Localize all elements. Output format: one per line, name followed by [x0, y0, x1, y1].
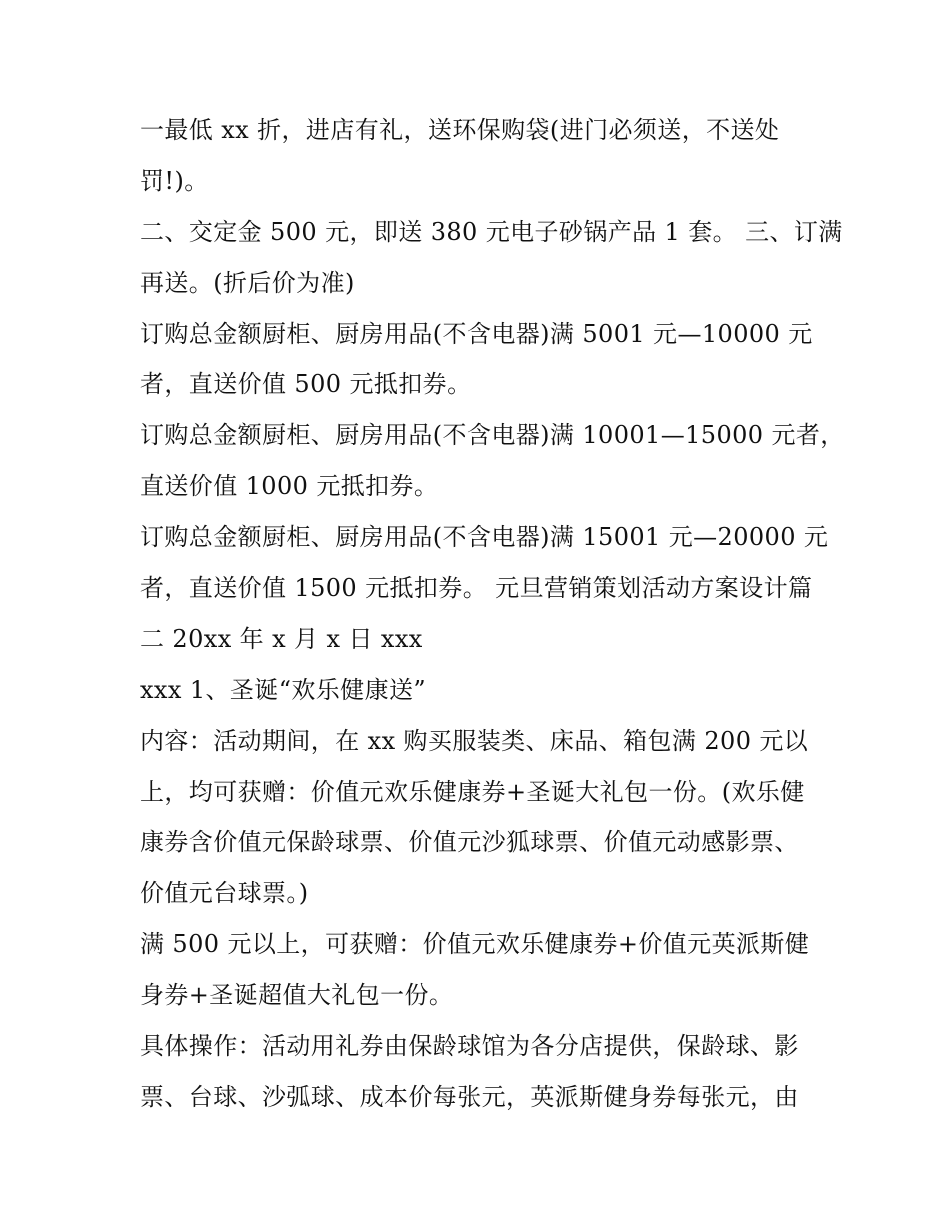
- text-line-18: 身券+圣诞超值大礼包一份。: [140, 981, 454, 1010]
- text-line-3: 二、交定金 500 元，即送 380 元电子砂锅产品 1 套。 三、订满: [140, 217, 843, 246]
- text-line-20: 票、台球、沙弧球、成本价每张元，英派斯健身券每张元，由: [140, 1082, 799, 1111]
- text-line-17: 满 500 元以上，可获赠：价值元欢乐健康券+价值元英派斯健: [140, 930, 810, 959]
- text-line-11: 二 20xx 年 x 月 x 日 xxx: [140, 624, 423, 653]
- text-line-7: 订购总金额厨柜、厨房用品(不含电器)满 10001—15000 元者，: [140, 421, 845, 450]
- text-line-10: 者，直送价值 1500 元抵扣券。 元旦营销策划活动方案设计篇: [140, 574, 813, 603]
- text-line-14: 上，均可获赠：价值元欢乐健康券+圣诞大礼包一份。(欢乐健: [140, 777, 805, 806]
- text-line-13: 内容：活动期间，在 xx 购买服装类、床品、箱包满 200 元以: [140, 726, 809, 755]
- text-line-1: 一最低 xx 折，进店有礼，送环保购袋(进门必须送，不送处: [140, 116, 780, 144]
- text-line-16: 价值元台球票。): [140, 879, 309, 908]
- text-line-9: 订购总金额厨柜、厨房用品(不含电器)满 15001 元—20000 元: [140, 523, 829, 552]
- text-line-2: 罚!)。: [140, 166, 209, 195]
- document-body: [140, 105, 845, 1123]
- text-line-8: 直送价值 1000 元抵扣券。: [140, 472, 439, 501]
- text-line-6: 者，直送价值 500 元抵扣券。: [140, 370, 472, 399]
- text-line-12: xxx 1、圣诞“欢乐健康送”: [140, 675, 427, 704]
- text-line-15: 康券含价值元保龄球票、价值元沙狐球票、价值元动感影票、: [140, 828, 799, 857]
- text-line-4: 再送。(折后价为准): [140, 268, 355, 297]
- text-line-19: 具体操作：活动用礼券由保龄球馆为各分店提供，保龄球、影: [140, 1032, 799, 1061]
- text-line-5: 订购总金额厨柜、厨房用品(不含电器)满 5001 元—10000 元: [140, 319, 813, 348]
